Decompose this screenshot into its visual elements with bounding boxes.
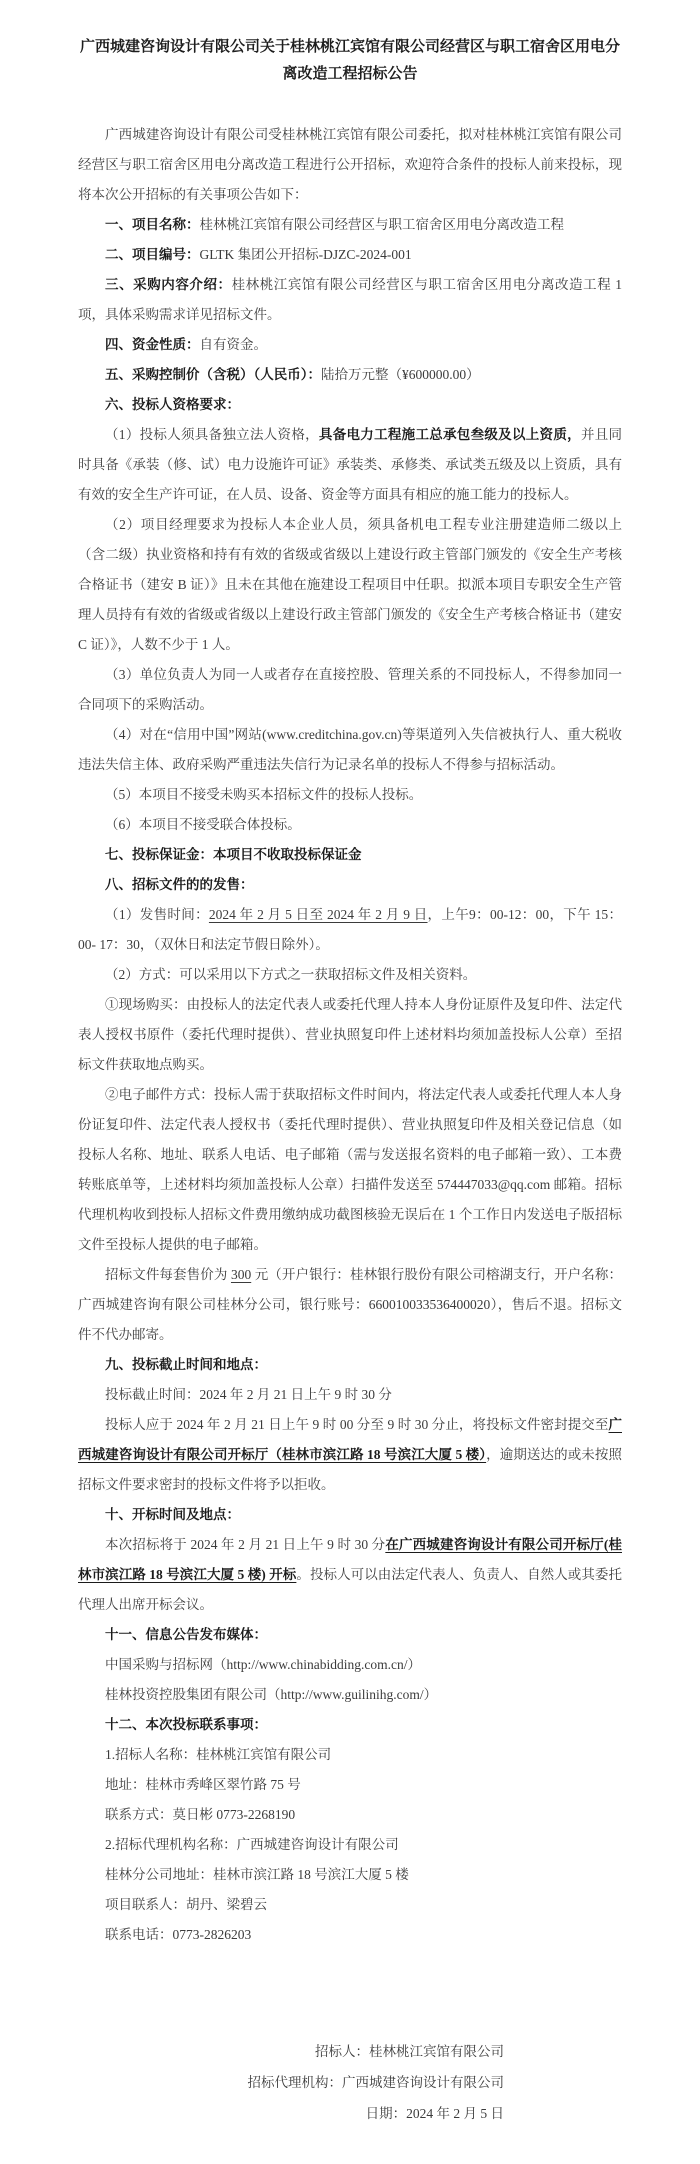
section-qualification-heading	[78, 390, 622, 420]
deadline-submission	[78, 1410, 622, 1500]
text-run: GLTK 集团公开招标-DJZC-2024-001	[199, 247, 412, 262]
intro-paragraph	[78, 120, 622, 210]
qualification-item-2	[78, 510, 622, 660]
text-run: 联系电话：0773-2826203	[105, 1927, 252, 1942]
text-run: 桂林桃江宾馆有限公司经营区与职工宿舍区用电分离改造工程	[199, 217, 564, 232]
section-project-number	[78, 240, 622, 270]
text-run: 七、投标保证金：本项目不收取投标保证金	[105, 847, 362, 862]
text-run: 十二、本次投标联系事项：	[105, 1717, 267, 1732]
signature-agency: 招标代理机构：广西城建咨询设计有限公司	[247, 2075, 504, 2090]
section-fund-nature	[78, 330, 622, 360]
text-run: （2）方式：可以采用以下方式之一获取招标文件及相关资料。	[105, 967, 477, 982]
sale-method-email	[78, 1080, 622, 1260]
text-run: 三、采购内容介绍：	[105, 277, 232, 292]
text-run: 招标文件每套售价为	[105, 1267, 231, 1282]
text-run: 八、招标文件的的发售：	[105, 877, 254, 892]
text-run: 六、投标人资格要求：	[105, 397, 240, 412]
section-contact-heading	[78, 1710, 622, 1740]
deadline-time	[78, 1380, 622, 1410]
text-run: 中国采购与招标网（http://www.chinabidding.com.cn/）	[105, 1657, 421, 1672]
text-run: 本次招标将于 2024 年 2 月 21 日上午 9 时 30 分	[105, 1537, 386, 1552]
contact-phone	[78, 1920, 622, 1950]
qualification-item-4	[78, 720, 622, 780]
text-run: 十、开标时间及地点：	[105, 1507, 240, 1522]
document-body	[78, 120, 622, 1950]
qualification-item-1	[78, 420, 622, 510]
text-run: 元（开户银行：桂林银行股份有限公司榕湖支行，开户名称：广西城建咨询有限公司桂林分公司，银行账号：660010033536400020），售后不退。招标文件不代办邮寄。	[78, 1267, 623, 1342]
text-run: 2.招标代理机构名称：广西城建咨询设计有限公司	[105, 1837, 399, 1852]
text-run: ，上午9：00-12：00，下午 15：00- 17：30，（双休日和法定节假日除外）。	[78, 907, 623, 952]
text-run: 九、投标截止时间和地点：	[105, 1357, 267, 1372]
sale-method-onsite	[78, 990, 622, 1080]
qualification-item-3	[78, 660, 622, 720]
section-media-heading	[78, 1620, 622, 1650]
text-run: ②电子邮件方式：投标人需于获取招标文件时间内，将法定代表人或委托代理人本人身份证复印件、法定代表人授权书（委托代理时提供）、营业执照复印件及相关登记信息（如投标人名称、地址、联系人电话、电子邮箱（需与发送报名资料的电子邮箱一致）、工本费转账底单等，上述材料均须加盖投标人公章）扫描件发送至 574447033@qq.com 邮箱。招标代理机构收到投标人招标文件费用缴纳成功截图核验无误后在 1 个工作日内发送电子版招标文件至投标人提供的电子邮箱。	[78, 1087, 622, 1252]
text-run: （1）发售时间：	[105, 907, 209, 922]
text-run: （6）本项目不接受联合体投标。	[105, 817, 301, 832]
section-bid-bond	[78, 840, 622, 870]
text-run: 投标人应于 2024 年 2 月 21 日上午 9 时 00 分至 9 时 30 分止，将投标文件密封提交至	[105, 1417, 609, 1432]
text-run: （1）投标人须具备独立法人资格，	[105, 427, 319, 442]
text-run: 具备电力工程施工总承包叁级及以上资质，	[318, 427, 581, 442]
text-run: 2024 年 2 月 5 日至 2024 年 2 月 9 日	[208, 907, 428, 922]
text-run: 。投标人可以由法定代表人、负责人、自然人或其委托代理人出席开标会议。	[78, 1567, 623, 1612]
contact-project-contacts	[78, 1890, 622, 1920]
text-run: 陆拾万元整（¥600000.00）	[321, 367, 480, 382]
text-run: ，逾期送达的或未按照招标文件要求密封的投标文件将予以拒收。	[78, 1447, 623, 1492]
contact-agency-address	[78, 1860, 622, 1890]
text-run: 并且同时具备《承装（修、试）电力设施许可证》承装类、承修类、承试类五级及以上资质，具有有效的安全生产许可证，在人员、设备、资金等方面具有相应的施工能力的投标人。	[78, 427, 623, 502]
sale-method	[78, 960, 622, 990]
text-run: 五、采购控制价（含税）（人民币）：	[105, 367, 321, 382]
section-project-name	[78, 210, 622, 240]
signature-date: 日期：2024 年 2 月 5 日	[365, 2106, 504, 2121]
text-run: 联系方式：莫日彬 0773-2268190	[105, 1807, 296, 1822]
sale-time	[78, 900, 622, 960]
section-procurement-content	[78, 270, 622, 330]
text-run: 项目联系人：胡丹、梁碧云	[105, 1897, 267, 1912]
qualification-item-5	[78, 780, 622, 810]
text-run: 投标截止时间：2024 年 2 月 21 日上午 9 时 30 分	[105, 1387, 392, 1402]
section-price-control	[78, 360, 622, 390]
contact-agency-name	[78, 1830, 622, 1860]
contact-bidder-address	[78, 1770, 622, 1800]
text-run: 一、项目名称：	[105, 217, 200, 232]
signature-bidder: 招标人：桂林桃江宾馆有限公司	[315, 2044, 504, 2059]
document-title: 广西城建咨询设计有限公司关于桂林桃江宾馆有限公司经营区与职工宿舍区用电分离改造工程招标公告	[79, 39, 620, 82]
contact-bidder-name	[78, 1740, 622, 1770]
text-run: 1.招标人名称：桂林桃江宾馆有限公司	[105, 1747, 332, 1762]
qualification-item-6	[78, 810, 622, 840]
text-run: 广西城建咨询设计有限公司开标厅（桂林市滨江路 18 号滨江大厦 5 楼）	[78, 1417, 622, 1462]
section-document-sale-heading	[78, 870, 622, 900]
text-run: 在广西城建咨询设计有限公司开标厅(桂林市滨江路 18 号滨江大厦 5 楼) 开标	[78, 1537, 622, 1582]
opening-info	[78, 1530, 622, 1620]
text-run: 十一、信息公告发布媒体：	[105, 1627, 267, 1642]
text-run: （4）对在“信用中国”网站(www.creditchina.gov.cn)等渠道列入失信被执行人、重大税收违法失信主体、政府采购严重违法失信行为记录名单的投标人不得参与招标活动。	[78, 727, 622, 772]
text-run: 桂林桃江宾馆有限公司经营区与职工宿舍区用电分离改造工程 1 项，具体采购需求详见招标文件。	[78, 277, 622, 322]
text-run: （2）项目经理要求为投标人本企业人员，须具备机电工程专业注册建造师二级以上（含二级）执业资格和持有有效的省级或省级以上建设行政主管部门颁发的《安全生产考核合格证书（建安 B 证）》且未在其他在施建设工程项目中任职。拟派本项目专职安全生产管理人员持有有效的省级或省级以上建设行政主管部门颁发的《安全生产考核合格证书（建安 C 证）》，人数不少于 1 人。	[78, 517, 622, 652]
text-run: 二、项目编号：	[105, 247, 200, 262]
text-run: （5）本项目不接受未购买本招标文件的投标人投标。	[105, 787, 423, 802]
text-run: 桂林投资控股集团有限公司（http://www.guilinihg.com/）	[105, 1687, 438, 1702]
media-chinabidding	[78, 1650, 622, 1680]
contact-bidder-phone	[78, 1800, 622, 1830]
section-deadline-heading	[78, 1350, 622, 1380]
text-run: 广西城建咨询设计有限公司受桂林桃江宾馆有限公司委托，拟对桂林桃江宾馆有限公司经营区与职工宿舍区用电分离改造工程进行公开招标，欢迎符合条件的投标人前来投标，现将本次公开招标的有关事项公告如下：	[78, 127, 622, 202]
text-run: 300	[230, 1267, 252, 1282]
media-guilin-holding	[78, 1680, 622, 1710]
signature-block	[78, 2036, 622, 2129]
text-run: （3）单位负责人为同一人或者存在直接控股、管理关系的不同投标人，不得参加同一合同项下的采购活动。	[78, 667, 622, 712]
section-opening-heading	[78, 1500, 622, 1530]
text-run: ①现场购买：由投标人的法定代表人或委托代理人持本人身份证原件及复印件、法定代表人授权书原件（委托代理时提供）、营业执照复印件上述材料均须加盖投标人公章）至招标文件获取地点购买。	[78, 997, 622, 1072]
text-run: 地址：桂林市秀峰区翠竹路 75 号	[105, 1777, 301, 1792]
text-run: 桂林分公司地址：桂林市滨江路 18 号滨江大厦 5 楼	[105, 1867, 409, 1882]
text-run: 自有资金。	[199, 337, 267, 352]
text-run: 四、资金性质：	[105, 337, 200, 352]
document-price-info	[78, 1260, 622, 1350]
